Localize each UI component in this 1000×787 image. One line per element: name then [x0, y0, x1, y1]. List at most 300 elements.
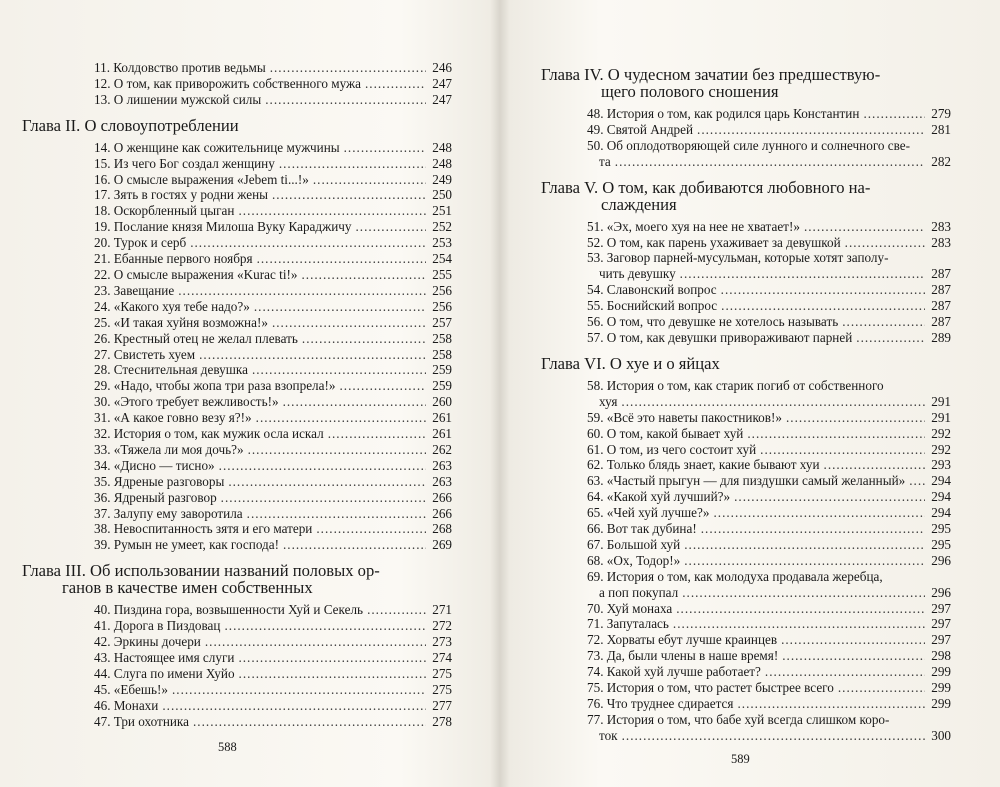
leader-dots [257, 251, 426, 267]
toc-entry-page: 254 [432, 251, 452, 267]
toc-entry [541, 250, 951, 282]
leader-dots [178, 283, 426, 299]
leader-dots [765, 664, 925, 680]
toc-item-50 [541, 138, 951, 170]
toc-entry [22, 537, 452, 553]
toc-entry-title: 21. Ебанные первого ноября [94, 251, 253, 267]
toc-entry-page: 299 [931, 696, 951, 711]
toc-entry-page: 256 [432, 282, 452, 298]
leader-dots [344, 140, 426, 156]
toc-entry [22, 378, 452, 394]
toc-entry [22, 60, 452, 76]
toc-entry-continuation [587, 266, 951, 282]
chapter-heading-5 [541, 179, 951, 213]
toc-entry-title: 41. Дорога в Пиздовац [94, 618, 221, 634]
toc-entry-page: 250 [432, 187, 452, 203]
toc-entry-title: 67. Большой хуй [587, 536, 681, 552]
leader-dots [283, 394, 426, 410]
leader-dots [270, 60, 426, 76]
leader-dots [205, 634, 426, 650]
toc-entry-page: 247 [432, 75, 452, 91]
toc-entry-title: 57. О том, как девушки привораживают парней [587, 329, 853, 345]
toc-entry-page: 269 [432, 537, 452, 553]
left-page [0, 0, 497, 787]
toc-entry [22, 521, 452, 537]
leader-dots [224, 618, 426, 634]
toc-list-ch5a [541, 219, 951, 251]
toc-entry-title: 35. Ядреные разговоры [94, 473, 225, 489]
toc-entry-page: 296 [931, 552, 951, 568]
toc-entry-page: 287 [931, 266, 951, 282]
toc-entry [541, 457, 951, 473]
toc-entry-title: 48. История о том, как родился царь Константин [587, 106, 860, 121]
toc-entry [541, 426, 951, 442]
toc-entry-title: 77. История о том, что бабе хуй всегда слишком коро- [587, 711, 890, 727]
toc-entry-page: 295 [931, 521, 951, 537]
toc-entry-title: 22. О смысле выражения «Kurac ti!» [94, 266, 298, 282]
toc-entry-page: 263 [432, 473, 452, 489]
toc-entry-page: 261 [432, 410, 452, 426]
toc-entry-title: 12. О том, как приворожить собственного мужа [94, 75, 361, 91]
leader-dots [737, 696, 925, 712]
toc-entry-page: 271 [432, 602, 452, 618]
leader-dots [239, 666, 426, 682]
toc-entry [541, 106, 951, 122]
toc-entry-title: 25. «И такая хуйня возможна!» [94, 314, 268, 330]
toc-entry [541, 521, 951, 537]
leader-dots [842, 314, 925, 330]
toc-entry-page: 291 [931, 409, 951, 425]
toc-entry [541, 680, 951, 696]
toc-entry [22, 506, 452, 522]
toc-item-69 [541, 569, 951, 601]
leader-dots [782, 648, 925, 664]
toc-entry [541, 648, 951, 664]
leader-dots [684, 537, 925, 553]
toc-entry-page: 273 [432, 634, 452, 650]
toc-entry-title: 65. «Чей хуй лучше?» [587, 505, 710, 521]
chapter-heading-6: Глава VI. О хуе и о яйцах [541, 353, 720, 373]
toc-entry-page: 258 [432, 330, 452, 346]
toc-entry-title: 73. Да, были члены в наше время! [587, 648, 779, 664]
toc-entry [22, 347, 452, 363]
toc-entry-title: 44. Слуга по имени Хуйо [94, 665, 235, 681]
left-toc [22, 60, 452, 730]
toc-entry-title: 33. «Тяжела ли моя дочь?» [94, 441, 244, 457]
leader-dots [621, 394, 925, 410]
toc-entry-title: 30. «Этого требует вежливость!» [94, 394, 279, 410]
right-toc [541, 64, 951, 744]
leader-dots [238, 650, 426, 666]
leader-dots [313, 172, 426, 188]
leader-dots [272, 315, 426, 331]
toc-entry-title: 66. Вот так дубина! [587, 521, 697, 537]
toc-entry [22, 650, 452, 666]
toc-entry-title: 75. История о том, что растет быстрее всего [587, 680, 834, 696]
toc-entry-page: 246 [432, 60, 452, 75]
toc-entry-title: 17. Зять в гостях у родни жены [94, 187, 268, 203]
leader-dots [365, 76, 426, 92]
toc-entry-title: 74. Какой хуй лучше работает? [587, 664, 761, 680]
leader-dots [279, 156, 426, 172]
toc-entry-page: 248 [432, 155, 452, 171]
toc-entry-title: 36. Ядреный разговор [94, 489, 217, 505]
toc-entry-title: 42. Эркины дочери [94, 634, 201, 650]
toc-entry-title: 56. О том, что девушке не хотелось называть [587, 314, 839, 330]
leader-dots [190, 235, 426, 251]
leader-dots [781, 632, 925, 648]
toc-entry [22, 490, 452, 506]
leader-dots [302, 331, 426, 347]
toc-entry [22, 299, 452, 315]
toc-entry-continuation [587, 154, 951, 170]
toc-entry-title: 72. Хорваты ебут лучше краинцев [587, 632, 778, 648]
toc-entry-title: 39. Румын не умеет, как господа! [94, 537, 279, 553]
toc-entry-title: 55. Боснийский вопрос [587, 298, 718, 314]
leader-dots [697, 122, 925, 138]
toc-entry-title-cont: ток [599, 727, 618, 743]
leader-dots [680, 266, 925, 282]
chapter-heading-line: Глава III. Об использовании названий половых ор- [22, 561, 380, 581]
toc-entry-title: 52. О том, как парень ухаживает за девушкой [587, 234, 841, 250]
toc-list-ch6a [541, 410, 951, 569]
leader-dots [238, 203, 426, 219]
toc-entry [22, 714, 452, 730]
toc-entry [541, 235, 951, 251]
toc-entry-page: 296 [931, 584, 951, 600]
leader-dots [301, 267, 426, 283]
toc-entry-title: 61. О том, из чего состоит хуй [587, 441, 757, 457]
toc-entry [541, 442, 951, 458]
toc-entry-title: 37. Залупу ему заворотила [94, 505, 243, 521]
toc-entry-title: 38. Невоспитанность зятя и его матери [94, 521, 313, 537]
toc-entry-page: 281 [931, 121, 951, 137]
toc-entry-page: 256 [432, 298, 452, 314]
toc-entry [541, 537, 951, 553]
leader-dots [734, 489, 925, 505]
leader-dots [622, 728, 925, 744]
toc-entry-page: 297 [931, 616, 951, 632]
leader-dots [786, 410, 925, 426]
toc-entry [541, 298, 951, 314]
page-number: 589 [731, 752, 750, 766]
toc-entry [541, 410, 951, 426]
toc-entry-page: 297 [931, 632, 951, 648]
toc-entry-title-cont: а поп покупал [599, 584, 679, 600]
leader-dots [356, 219, 427, 235]
toc-entry [541, 138, 951, 170]
chapter-heading-line: Глава IV. О чудесном зачатии без предшествую- [541, 65, 881, 84]
toc-entry [22, 187, 452, 203]
toc-entry-title: 26. Крестный отец не желал плевать [94, 330, 298, 346]
toc-entry-page: 291 [931, 393, 951, 409]
toc-entry-page: 287 [931, 282, 951, 298]
leader-dots [272, 187, 426, 203]
toc-entry-title: 32. История о том, как мужик осла искал [94, 426, 324, 442]
toc-entry-title: 16. О смысле выражения «Jebem ti...!» [94, 171, 309, 187]
toc-entry [22, 267, 452, 283]
toc-entry-title: 18. Оскорбленный цыган [94, 203, 235, 219]
toc-entry-page: 289 [931, 329, 951, 345]
toc-entry-title: 27. Свистеть хуем [94, 346, 196, 362]
leader-dots [804, 219, 925, 235]
toc-entry-page: 299 [931, 680, 951, 696]
toc-entry-page: 260 [432, 394, 452, 410]
toc-entry-title-cont: хуя [599, 393, 618, 409]
toc-entry-title: 54. Славонский вопрос [587, 282, 717, 298]
leader-dots [283, 537, 426, 553]
toc-entry-title: 14. О женщине как сожительнице мужчины [94, 139, 340, 155]
toc-entry-title: 60. О том, какой бывает хуй [587, 425, 744, 441]
toc-entry-page: 274 [432, 650, 452, 665]
toc-entry-page: 282 [931, 153, 951, 169]
toc-entry-title: 28. Стеснительная девушка [94, 362, 248, 378]
toc-entry-page: 258 [432, 346, 452, 362]
leader-dots [682, 585, 925, 601]
toc-list-ch5b [541, 282, 951, 346]
toc-entry-title: 40. Пиздина гора, возвышенности Хуй и Секель [94, 602, 364, 618]
leader-dots [845, 235, 925, 251]
leader-dots [367, 602, 426, 618]
toc-entry [541, 696, 951, 712]
toc-entry [22, 235, 452, 251]
toc-entry-page: 295 [931, 536, 951, 552]
toc-entry [22, 442, 452, 458]
toc-list-ch3 [22, 602, 452, 729]
leader-dots [713, 505, 925, 521]
chapter-heading-line: Глава V. О том, как добиваются любовного на- [541, 177, 871, 197]
toc-entry-title: 47. Три охотника [94, 713, 189, 729]
toc-list-ch6b [541, 601, 951, 712]
toc-entry-page: 283 [931, 234, 951, 250]
toc-entry [22, 634, 452, 650]
toc-entry-page: 259 [432, 362, 452, 378]
toc-entry-title-cont: чить девушку [599, 266, 676, 282]
toc-entry [541, 632, 951, 648]
toc-entry [541, 553, 951, 569]
leader-dots [684, 553, 925, 569]
toc-item-58 [541, 378, 951, 410]
toc-entry-title-cont: та [599, 153, 611, 169]
toc-entry [22, 219, 452, 235]
toc-list-ch4 [541, 106, 951, 138]
toc-entry-page: 275 [432, 665, 452, 681]
toc-entry-title: 63. «Частый прыгун — для пиздушки самый желанный» [587, 473, 906, 489]
toc-entry-title: 51. «Эх, моего хуя на нее не хватает!» [587, 218, 800, 234]
toc-entry [22, 698, 452, 714]
toc-entry-title: 69. История о том, как молодуха продавала жеребца, [587, 568, 883, 584]
leader-dots [219, 458, 426, 474]
toc-entry-title: 15. Из чего Бог создал женщину [94, 155, 275, 171]
chapter-heading-2: Глава II. О словоупотреблении [22, 115, 239, 135]
toc-entry-title: 71. Запуталась [587, 616, 669, 632]
toc-entry-page: 247 [432, 91, 452, 107]
chapter-heading-line: щего полового сношения [601, 82, 779, 101]
leader-dots [863, 106, 925, 122]
toc-entry [22, 92, 452, 108]
toc-entry-title: 68. «Ох, Тодор!» [587, 552, 681, 568]
leader-dots [221, 490, 426, 506]
toc-entry-page: 279 [931, 106, 951, 121]
leader-dots [248, 442, 426, 458]
leader-dots [162, 698, 426, 714]
leader-dots [909, 473, 925, 489]
leader-dots [172, 682, 426, 698]
toc-entry-title: 46. Монахи [94, 697, 159, 713]
toc-entry [22, 156, 452, 172]
toc-entry-title: 76. Что труднее сдирается [587, 696, 734, 711]
toc-entry-title: 53. Заговор парней-мусульман, которые хотят заполу- [587, 250, 889, 266]
leader-dots [747, 426, 925, 442]
toc-entry [22, 410, 452, 426]
toc-entry-page: 253 [432, 235, 452, 251]
leader-dots [721, 298, 925, 314]
toc-entry-page: 292 [931, 425, 951, 441]
toc-entry-page: 298 [931, 648, 951, 664]
leader-dots [824, 457, 925, 473]
toc-entry [541, 282, 951, 298]
toc-entry [22, 474, 452, 490]
toc-entry-page: 272 [432, 618, 452, 634]
chapter-heading-3 [22, 562, 452, 596]
toc-entry-title: 43. Настоящее имя слуги [94, 650, 235, 665]
toc-entry [541, 330, 951, 346]
toc-entry-page: 294 [931, 505, 951, 521]
leader-dots [193, 714, 426, 730]
toc-entry-page: 278 [432, 713, 452, 729]
toc-entry-title: 58. История о том, как старик погиб от собственного [587, 377, 884, 393]
leader-dots [247, 506, 426, 522]
leader-dots [256, 410, 426, 426]
toc-entry [541, 664, 951, 680]
toc-entry-title: 29. «Надо, чтобы жопа три раза взопрела!» [94, 378, 336, 394]
toc-entry-page: 283 [931, 218, 951, 234]
toc-entry-page: 299 [931, 664, 951, 680]
toc-entry-title: 11. Колдовство против ведьмы [94, 60, 266, 75]
leader-dots [760, 442, 925, 458]
toc-item-53 [541, 250, 951, 282]
toc-entry [22, 140, 452, 156]
leader-dots [676, 601, 925, 617]
toc-entry-title: 70. Хуй монаха [587, 600, 673, 616]
toc-entry [22, 172, 452, 188]
toc-entry-page: 266 [432, 489, 452, 505]
leader-dots [339, 378, 426, 394]
toc-entry-page: 255 [432, 266, 452, 282]
toc-entry-page: 252 [432, 219, 452, 235]
leader-dots [328, 426, 426, 442]
toc-item-77 [541, 712, 951, 744]
toc-entry-page: 294 [931, 473, 951, 489]
toc-entry-page: 268 [432, 521, 452, 537]
toc-entry-title: 62. Только блядь знает, какие бывают хуи [587, 457, 820, 473]
toc-entry-page: 261 [432, 426, 452, 442]
toc-entry [541, 601, 951, 617]
toc-entry [22, 426, 452, 442]
toc-entry [541, 122, 951, 138]
toc-entry-page: 287 [931, 298, 951, 314]
toc-entry-page: 248 [432, 139, 452, 155]
toc-entry-page: 275 [432, 681, 452, 697]
page-number: 588 [218, 740, 237, 754]
toc-entry-title: 64. «Какой хуй лучший?» [587, 489, 731, 505]
toc-entry-page: 251 [432, 203, 452, 219]
toc-entry-page: 262 [432, 441, 452, 457]
toc-entry-continuation [587, 585, 951, 601]
toc-entry [22, 682, 452, 698]
toc-entry [541, 569, 951, 601]
leader-dots [673, 616, 925, 632]
toc-entry-page: 263 [432, 457, 452, 473]
right-page [503, 0, 1000, 787]
toc-entry-page: 257 [432, 314, 452, 330]
toc-entry [541, 505, 951, 521]
leader-dots [265, 92, 426, 108]
toc-entry-page: 300 [931, 727, 951, 743]
toc-entry-page: 259 [432, 378, 452, 394]
leader-dots [838, 680, 925, 696]
toc-entry [22, 666, 452, 682]
toc-entry-page: 277 [432, 697, 452, 713]
toc-entry [22, 203, 452, 219]
toc-entry-title: 13. О лишении мужской силы [94, 91, 262, 107]
toc-entry [22, 458, 452, 474]
chapter-heading-line: слаждения [601, 194, 677, 214]
toc-entry-title: 45. «Ебешь!» [94, 681, 168, 697]
toc-entry-title: 23. Завещание [94, 282, 175, 298]
toc-entry-page: 249 [432, 171, 452, 187]
toc-entry-page: 266 [432, 505, 452, 521]
leader-dots [701, 521, 925, 537]
leader-dots [254, 299, 426, 315]
toc-entry [22, 362, 452, 378]
toc-entry [22, 315, 452, 331]
toc-entry [541, 219, 951, 235]
toc-entry-title: 34. «Дисно — тисно» [94, 457, 215, 473]
toc-list-ch2 [22, 140, 452, 554]
toc-entry-page: 293 [931, 457, 951, 473]
toc-entry [541, 314, 951, 330]
leader-dots [721, 282, 925, 298]
toc-entry [541, 712, 951, 744]
toc-entry-page: 297 [931, 600, 951, 616]
toc-entry [22, 283, 452, 299]
toc-entry-continuation [587, 394, 951, 410]
toc-entry [22, 251, 452, 267]
toc-entry-page: 292 [931, 441, 951, 457]
toc-entry [22, 76, 452, 92]
toc-entry [541, 489, 951, 505]
leader-dots [252, 362, 426, 378]
leader-dots [199, 347, 426, 363]
toc-entry [22, 618, 452, 634]
toc-entry-title: 24. «Какого хуя тебе надо?» [94, 298, 250, 314]
toc-entry-title: 50. Об оплодотворяющей силе лунного и солнечного све- [587, 137, 911, 153]
leader-dots [228, 474, 426, 490]
toc-entry [541, 378, 951, 410]
leader-dots [615, 154, 925, 170]
toc-entry-title: 59. «Всё это наветы пакостников!» [587, 409, 782, 425]
toc-entry-title: 20. Турок и серб [94, 235, 187, 251]
toc-list-top [22, 60, 452, 108]
toc-entry [541, 616, 951, 632]
toc-entry [541, 473, 951, 489]
chapter-heading-line: ганов в качестве имен собственных [62, 578, 313, 598]
toc-entry-page: 287 [931, 314, 951, 330]
leader-dots [856, 330, 925, 346]
toc-entry [22, 394, 452, 410]
chapter-heading-4 [541, 66, 951, 100]
